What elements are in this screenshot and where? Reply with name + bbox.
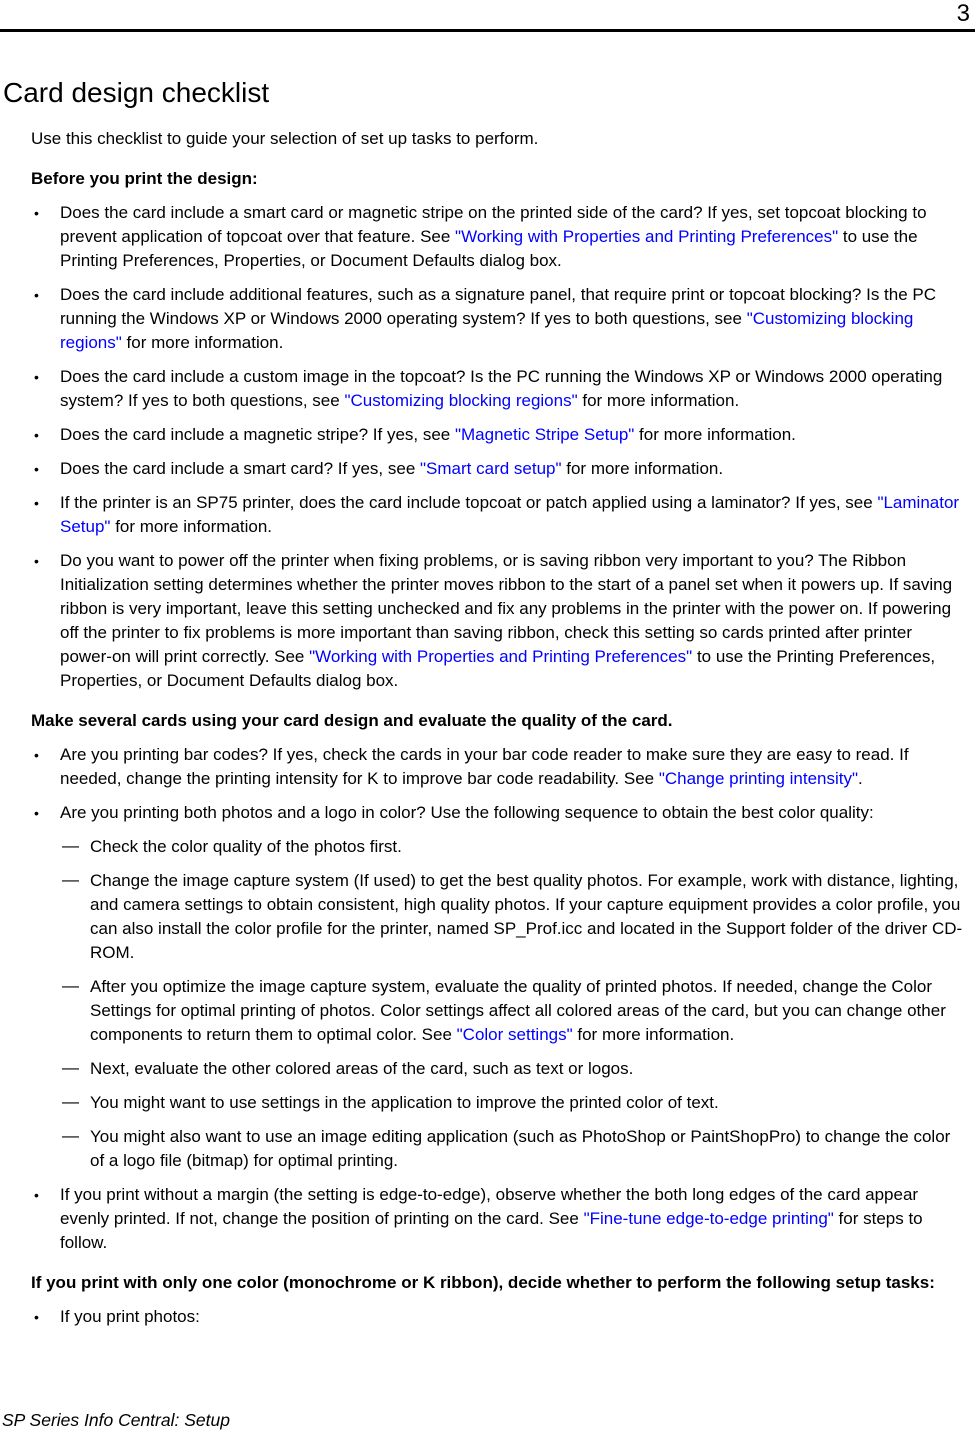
text-run: After you optimize the image capture system, evaluate the quality of printed photos. If needed, change the Color Settings for optimal printing of photos. Color settings affect all colored areas of the card, but you can change other components to return them to optimal color. See: [90, 977, 946, 1044]
dash-marker: —: [62, 870, 79, 889]
dash-marker: —: [62, 976, 79, 995]
dash-marker: —: [62, 1092, 79, 1111]
bullet-item: [31, 365, 965, 413]
text-run: for more information.: [561, 459, 724, 478]
bullet-item: [31, 1183, 965, 1255]
document-content: [0, 127, 975, 1329]
footer-text: SP Series Info Central: Setup: [2, 1410, 230, 1430]
text-run: Does the card include a smart card? If yes, see: [60, 459, 421, 478]
doc-link[interactable]: "Working with Properties and Printing Preferences": [309, 647, 693, 666]
doc-link[interactable]: "Smart card setup": [420, 459, 562, 478]
sub-bullet-item: [62, 1125, 965, 1173]
text-run: for more information.: [572, 1025, 735, 1044]
bullet-marker: •: [34, 1187, 39, 1203]
text-run: Make several cards using your card design and evaluate the quality of the card.: [31, 711, 673, 730]
bullet-item: [31, 1305, 965, 1329]
text-run: If the printer is an SP75 printer, does the card include topcoat or patch applied using a laminator? If yes, see: [60, 493, 878, 512]
bullet-marker: •: [34, 287, 39, 303]
text-run: Change the image capture system (If used) to get the best quality photos. For example, work with distance, lighting, and camera settings to obtain consistent, high quality photos. If your capture equipment provides a color profile, you can also install the color profile for the printer, named SP_Prof.icc and located in the Support folder of the driver CD-ROM.: [90, 871, 963, 962]
bullet-marker: •: [34, 747, 39, 763]
doc-link[interactable]: "Fine-tune edge-to-edge printing": [583, 1209, 834, 1228]
text-run: for steps to follow.: [60, 1209, 923, 1252]
bullet-marker: •: [34, 805, 39, 821]
text-run: If you print photos:: [60, 1307, 200, 1326]
text-run: Does the card include a custom image in the topcoat? Is the PC running the Windows XP or Windows 2000 operating system? If yes to both questions, see: [60, 367, 943, 410]
text-run: You might want to use settings in the application to improve the printed color of text.: [90, 1093, 719, 1112]
text-run: Does the card include additional features, such as a signature panel, that require print or topcoat blocking? Is the PC running the Windows XP or Windows 2000 operating system? If yes to both questions, see: [60, 285, 937, 328]
sub-bullet-item: [62, 1057, 965, 1081]
sub-bullet-item: [62, 835, 965, 859]
text-run: to use the Printing Preferences, Properties, or Document Defaults dialog box.: [60, 647, 936, 690]
doc-link[interactable]: "Customizing blocking regions": [60, 309, 914, 352]
text-run: Before you print the design:: [31, 169, 258, 188]
text-run: Next, evaluate the other colored areas of the card, such as text or logos.: [90, 1059, 634, 1078]
bullet-item: [31, 801, 965, 825]
bullet-item: [31, 283, 965, 355]
bullet-marker: •: [34, 427, 39, 443]
section-heading: [31, 167, 965, 191]
text-run: If you print with only one color (monochrome or K ribbon), decide whether to perform the following setup tasks:: [31, 1273, 935, 1292]
doc-link[interactable]: "Working with Properties and Printing Preferences": [455, 227, 839, 246]
page-title: Card design checklist: [3, 77, 270, 108]
text-run: Check the color quality of the photos first.: [90, 837, 402, 856]
doc-link[interactable]: "Customizing blocking regions": [344, 391, 578, 410]
bullet-marker: •: [34, 205, 39, 221]
sub-bullet-item: [62, 869, 965, 965]
paragraph: [31, 127, 965, 151]
doc-link[interactable]: "Magnetic Stripe Setup": [454, 425, 635, 444]
bullet-item: [31, 549, 965, 693]
page-header: [0, 0, 975, 32]
bullet-item: [31, 457, 965, 481]
section-heading: [31, 709, 965, 733]
doc-link[interactable]: "Laminator Setup": [60, 493, 960, 536]
doc-link[interactable]: "Change printing intensity": [658, 769, 859, 788]
text-run: for more information.: [110, 517, 273, 536]
dash-marker: —: [62, 1058, 79, 1077]
text-run: Do you want to power off the printer when fixing problems, or is saving ribbon very important to you? The Ribbon Initialization setting determines whether the printer moves ribbon to the start of a panel set when it powers up. If saving ribbon is very important, leave this setting unchecked and fix any problems in the printer with the power on. If powering off the printer to fix problems is more important than saving ribbon, check this setting so cards printed after printer power-on will print correctly. See: [60, 551, 953, 666]
sub-bullet-item: [62, 1091, 965, 1115]
bullet-marker: •: [34, 553, 39, 569]
bullet-item: [31, 743, 965, 791]
bullet-item: [31, 201, 965, 273]
text-run: for more information.: [577, 391, 740, 410]
dash-marker: —: [62, 836, 79, 855]
bullet-marker: •: [34, 1309, 39, 1325]
doc-link[interactable]: "Color settings": [456, 1025, 573, 1044]
bullet-marker: •: [34, 369, 39, 385]
page-number: 3: [956, 0, 970, 27]
text-run: to use the Printing Preferences, Properties, or Document Defaults dialog box.: [60, 227, 918, 270]
bullet-marker: •: [34, 461, 39, 477]
text-run: Does the card include a magnetic stripe? If yes, see: [60, 425, 455, 444]
dash-marker: —: [62, 1126, 79, 1145]
text-run: If you print without a margin (the setting is edge-to-edge), observe whether the both long edges of the card appear evenly printed. If not, change the position of printing on the card. See: [60, 1185, 919, 1228]
text-run: Does the card include a smart card or magnetic stripe on the printed side of the card? If yes, set topcoat blocking to prevent application of topcoat over that feature. See: [60, 203, 927, 246]
text-run: for more information.: [121, 333, 284, 352]
text-run: Use this checklist to guide your selection of set up tasks to perform.: [31, 129, 539, 148]
text-run: Are you printing both photos and a logo in color? Use the following sequence to obtain the best color quality:: [60, 803, 874, 822]
text-run: Are you printing bar codes? If yes, check the cards in your bar code reader to make sure they are easy to read. If needed, change the printing intensity for K to improve bar code readability. See: [60, 745, 909, 788]
text-run: You might also want to use an image editing application (such as PhotoShop or PaintShopPro) to change the color of a logo file (bitmap) for optimal printing.: [90, 1127, 951, 1170]
text-run: for more information.: [634, 425, 796, 444]
text-run: .: [858, 769, 863, 788]
sub-bullet-item: [62, 975, 965, 1047]
bullet-item: [31, 423, 965, 447]
bullet-item: [31, 491, 965, 539]
bullet-marker: •: [34, 495, 39, 511]
section-heading: [31, 1271, 965, 1295]
